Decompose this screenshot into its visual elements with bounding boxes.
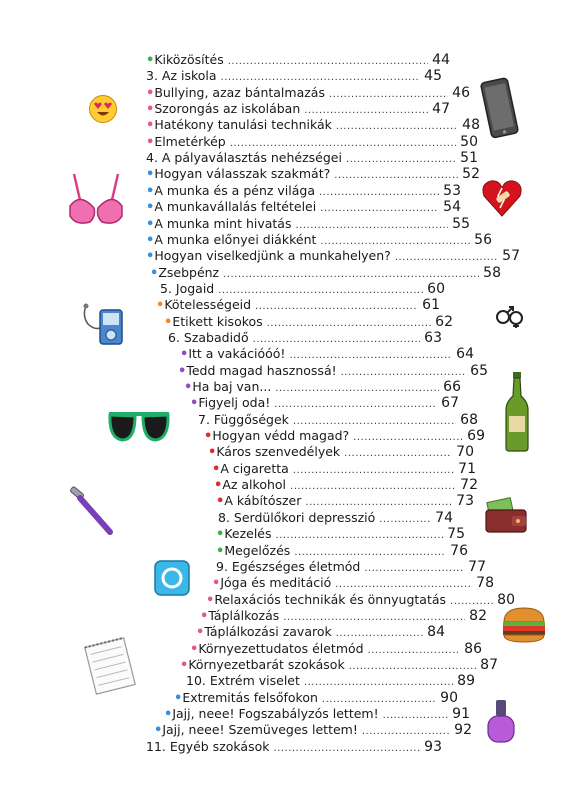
bra-icon [66, 170, 126, 232]
toc-page-number: 63 [424, 329, 442, 346]
toc-entry-label: Kezelés [224, 526, 272, 542]
toc-entry[interactable] [146, 248, 520, 264]
toc-page-number: 68 [460, 411, 478, 428]
toc-page-number: 91 [452, 706, 470, 722]
toc-entry-label: Jóga és meditáció [220, 575, 332, 591]
toc-bullet: • [146, 53, 155, 68]
toc-entry-label: 4. A pályaválasztás nehézségei [146, 150, 342, 166]
toc-entry[interactable] [146, 199, 461, 215]
toc-bullet: • [146, 232, 155, 248]
mp3-player-icon [80, 300, 130, 352]
toc-page-number: 47 [432, 101, 450, 118]
toc-bullet: • [156, 298, 165, 314]
toc-page-number: 82 [469, 607, 487, 624]
toc-bullet: • [212, 461, 221, 477]
toc-page-number: 70 [456, 444, 474, 461]
toc-page-number: 53 [443, 182, 461, 199]
toc-page-number: 51 [460, 150, 478, 167]
toc-entry[interactable] [150, 265, 501, 281]
toc-entry[interactable] [200, 608, 487, 624]
toc-page-number: 86 [464, 640, 482, 657]
toc-entry[interactable] [180, 346, 474, 362]
toc-entry-label: 11. Egyéb szokások [146, 738, 270, 754]
gender-symbols-icon [492, 306, 528, 328]
toc-entry-label: A cigaretta [220, 460, 289, 476]
toc-bullet: • [216, 527, 225, 543]
toc-bullet: • [178, 363, 187, 379]
toc-bullet: • [174, 690, 183, 706]
toc-bullet: • [196, 625, 205, 641]
toc-page-number: 44 [432, 52, 450, 68]
toc-bullet: • [204, 429, 213, 445]
toc-bullet: • [146, 134, 155, 150]
toc-entry[interactable] [146, 52, 450, 68]
toc-entry-label: Hogyan védd magad? [212, 428, 350, 444]
toc-entry-label: Bullying, azaz bántalmazás [154, 84, 325, 100]
toc-bullet: • [146, 183, 155, 199]
toc-page-number: 52 [462, 166, 480, 183]
toc-page-number: 77 [468, 558, 486, 575]
toc-entry-label: Hogyan viselkedjünk a munkahelyen? [154, 248, 391, 264]
toc-entry-label: Elmetérkép [154, 133, 226, 149]
toc-entry[interactable] [214, 477, 478, 493]
toc-entry[interactable] [212, 575, 494, 591]
toc-bullet: • [154, 723, 163, 739]
toc-entry-label: A munkavállalás feltételei [154, 199, 317, 215]
toc-entry[interactable] [178, 363, 488, 379]
toc-entry[interactable] [146, 739, 442, 755]
toc-entry-label: Figyelj oda! [198, 395, 271, 411]
toc-bullet: • [164, 707, 173, 722]
toc-entry[interactable] [160, 281, 445, 297]
toc-page-number: 60 [427, 280, 445, 297]
toc-entry[interactable] [146, 166, 480, 182]
toc-entry[interactable] [146, 134, 478, 150]
toc-entry-label: Az alkohol [222, 477, 287, 493]
toc-entry[interactable] [218, 510, 453, 526]
toc-bullet: • [200, 608, 209, 624]
toc-bullet: • [146, 216, 155, 232]
toc-page-number: 46 [452, 84, 470, 101]
toc-entry[interactable] [164, 314, 453, 330]
burger-icon [500, 606, 548, 644]
toc-bullet: • [216, 494, 225, 510]
toc-entry[interactable] [180, 657, 498, 673]
beer-bottle-icon [504, 370, 530, 452]
toc-page-number: 61 [422, 297, 440, 314]
toc-entry[interactable] [184, 379, 461, 395]
condom-icon [152, 558, 192, 598]
toc-entry[interactable] [196, 624, 445, 640]
toc-page-number: 58 [483, 264, 501, 281]
toc-entry[interactable] [198, 412, 478, 428]
smartphone-icon [474, 74, 524, 142]
toc-entry-label: Zsebpénz [158, 264, 220, 280]
toc-entry[interactable] [216, 559, 486, 575]
toc-entry-label: Táplálkozási zavarok [204, 624, 332, 640]
toc-entry-label: 5. Jogaid [160, 280, 215, 296]
toc-page-number: 45 [424, 68, 442, 85]
toc-bullet: • [190, 396, 199, 412]
nail-polish-icon [484, 698, 518, 744]
toc-entry-label: A munka és a pénz világa [154, 182, 315, 198]
toc-entry-label: Környezetbarát szokások [188, 656, 345, 672]
toc-entry[interactable] [154, 722, 472, 738]
toc-entry-label: Káros szenvedélyek [216, 444, 341, 460]
toc-entry[interactable] [190, 395, 459, 411]
toc-bullet: • [150, 265, 159, 281]
toc-entry-label: Etikett kisokos [172, 313, 263, 329]
toc-entry-label: Hogyan válasszak szakmát? [154, 166, 331, 182]
toc-bullet: • [212, 576, 221, 592]
toc-entry-label: Környezettudatos életmód [198, 640, 364, 656]
toc-entry[interactable] [174, 690, 458, 706]
toc-entry[interactable] [146, 101, 450, 117]
toc-page-number: 57 [502, 248, 520, 265]
toc-entry-label: A munka előnyei diákként [154, 231, 317, 247]
broken-heart-icon [480, 176, 524, 220]
toc-bullet: • [180, 657, 189, 673]
toc-bullet: • [146, 118, 155, 134]
toc-page-number: 84 [427, 624, 445, 641]
toc-entry-label: Itt a vakációóó! [188, 346, 286, 362]
toc-entry-label: 6. Szabadidő [168, 329, 249, 345]
toc-bullet: • [146, 102, 155, 118]
toc-bullet: • [180, 347, 189, 363]
toc-entry[interactable] [216, 543, 468, 559]
toc-page-number: 74 [435, 509, 453, 526]
toc-entry-label: 9. Egészséges életmód [216, 558, 361, 574]
toc-entry[interactable] [164, 706, 470, 722]
toc-page-number: 80 [497, 591, 515, 608]
toc-dot-leader [273, 741, 420, 757]
toc-page-number: 55 [452, 215, 470, 232]
toc-entry-label: 7. Függőségek [198, 411, 289, 427]
toc-entry-label: Ha baj van... [192, 379, 272, 394]
toc-entry[interactable] [206, 592, 515, 608]
toc-entry[interactable] [204, 428, 485, 444]
toc-page-number: 76 [450, 542, 468, 559]
toc-entry[interactable] [146, 150, 478, 166]
toc-entry-label: Extremitás felsőfokon [182, 689, 318, 705]
toc-bullet: • [190, 641, 199, 657]
toc-bullet: • [184, 380, 193, 395]
toc-bullet: • [206, 592, 215, 608]
toc-entry[interactable] [146, 183, 461, 199]
toc-page-number: 67 [441, 395, 459, 412]
toc-entry[interactable] [146, 232, 492, 248]
toc-entry-label: Megelőzés [224, 542, 291, 558]
wallet-icon [484, 496, 530, 536]
toc-entry[interactable] [212, 461, 476, 477]
toc-entry-label: Szorongás az iskolában [154, 101, 301, 117]
toc-entry[interactable] [186, 673, 475, 689]
toc-page-number: 92 [454, 722, 472, 739]
toc-page-number: 56 [474, 231, 492, 248]
toc-page-number: 89 [457, 673, 475, 690]
toc-entry[interactable] [208, 444, 474, 460]
razor-icon [68, 486, 118, 538]
toc-page-number: 62 [435, 313, 453, 330]
toc-bullet: • [146, 85, 155, 101]
toc-entry-label: 8. Serdülőkori depresszió [218, 509, 376, 525]
toc-entry-label: Kiközösítés [154, 52, 224, 67]
sunglasses-icon [106, 408, 172, 446]
toc-page-number: 90 [440, 689, 458, 706]
toc-page-number: 75 [447, 526, 465, 543]
toc-page-number: 54 [443, 199, 461, 216]
toc-page-number: 69 [467, 428, 485, 445]
toc-page-number: 87 [480, 656, 498, 673]
toc-page-number: 50 [460, 133, 478, 150]
toc-page-number: 65 [470, 362, 488, 379]
toc-page-number: 64 [456, 346, 474, 363]
toc-page-number: 71 [458, 460, 476, 477]
toc-page-number: 48 [462, 117, 480, 134]
toc-entry-label: 10. Extrém viselet [186, 673, 300, 689]
toc-bullet: • [146, 167, 155, 183]
toc-entry[interactable] [156, 297, 440, 313]
toc-bullet: • [208, 445, 217, 461]
toc-entry[interactable] [216, 493, 474, 509]
toc-entry[interactable] [146, 117, 480, 133]
toc-page-number: 73 [456, 493, 474, 510]
toc-page-number: 93 [424, 738, 442, 755]
notepad-icon [80, 636, 140, 696]
toc-entry-label: A munka mint hivatás [154, 215, 292, 231]
toc-page-number: 72 [460, 477, 478, 494]
toc-bullet: • [146, 249, 155, 265]
heart-eyes-emoji-icon [88, 94, 118, 124]
toc-entry-label: Tedd magad hasznossá! [186, 362, 337, 378]
toc-entry[interactable] [146, 85, 470, 101]
toc-bullet: • [214, 478, 223, 494]
toc-entry[interactable] [168, 330, 442, 346]
toc-entry[interactable] [216, 526, 465, 542]
toc-bullet: • [164, 314, 173, 330]
toc-entry-label: Jajj, neee! Szemüveges lettem! [162, 722, 358, 738]
toc-entry-label: Relaxációs technikák és önnyugtatás [214, 591, 447, 607]
toc-bullet: • [146, 200, 155, 216]
toc-entry-label: Hatékony tanulási technikák [154, 117, 332, 133]
toc-entry[interactable] [146, 216, 470, 232]
toc-entry-label: Táplálkozás [208, 607, 280, 623]
toc-entry-label: Kötelességeid [164, 297, 252, 313]
toc-entry-label: A kábítószer [224, 493, 302, 509]
toc-entry-label: Jajj, neee! Fogszabályzós lettem! [172, 706, 379, 721]
toc-page-number: 78 [476, 575, 494, 592]
toc-entry[interactable] [146, 68, 442, 84]
toc-bullet: • [216, 543, 225, 559]
toc-entry[interactable] [190, 641, 482, 657]
toc-page-number: 66 [443, 379, 461, 395]
toc-entry-label: 3. Az iskola [146, 68, 217, 84]
